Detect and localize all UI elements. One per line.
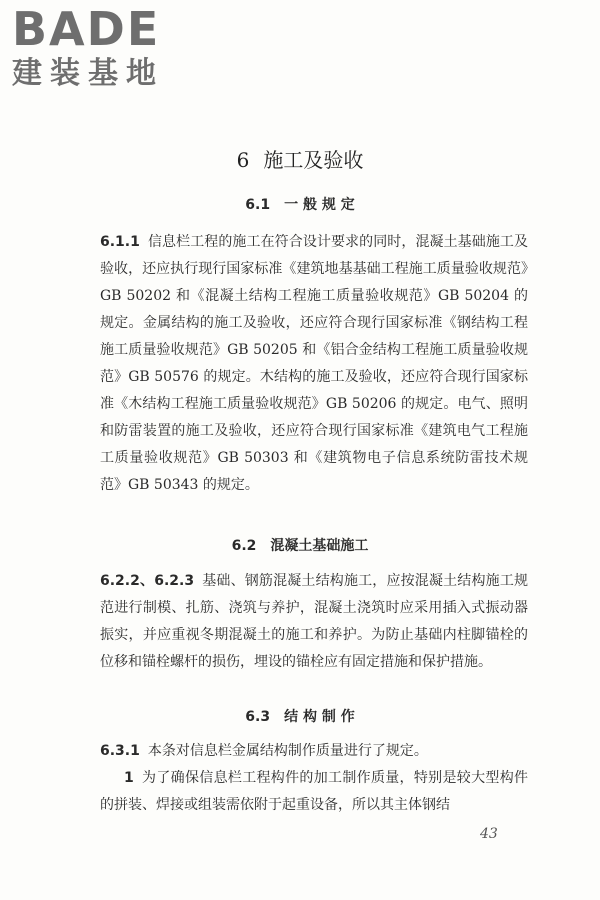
paragraph-number: 6.1.1 — [100, 234, 140, 250]
section-heading-6-2 — [0, 535, 600, 555]
paragraph-6-2-2 — [100, 568, 528, 676]
paragraph-6-3-1 — [100, 738, 528, 765]
chapter-heading — [0, 144, 600, 173]
chapter-number: 6 — [236, 148, 250, 172]
section-title: 结 构 制 作 — [284, 709, 355, 725]
section-heading-6-1 — [0, 194, 600, 214]
paragraph-text: 基础、钢筋混凝土结构施工，应按混凝土结构施工规范进行制模、扎筋、浇筑与养护，混凝土浇筑时应采用插入式振动器振实，并应重视冬期混凝土的施工和养护。为防止基础内柱脚锚栓的位移和锚栓螺杆的损伤，埋设的锚栓应有固定措施和保护措施。 — [100, 573, 528, 670]
paragraph-number: 6.2.2、6.2.3 — [100, 573, 195, 589]
list-item-1 — [100, 765, 528, 819]
section-title: 混凝土基础施工 — [270, 538, 369, 554]
paragraph-number: 6.3.1 — [100, 743, 140, 759]
section-number: 6.1 — [245, 197, 271, 213]
paragraph-text: 信息栏工程的施工在符合设计要求的同时，混凝土基础施工及验收，还应执行现行国家标准《建筑地基基础工程施工质量验收规范》GB 50202 和《混凝土结构工程施工质量验收规范》GB 50204 的规定。金属结构的施工及验收，还应符合现行国家标准《钢结构工程施工质量验收规范》GB 50205 和《铝合金结构工程施工质量验收规范》GB 50576 的规定。木结构的施工及验收，还应符合现行国家标准《木结构工程施工质量验收规范》GB 50206 的规定。电气、照明和防雷装置的施工及验收，还应符合现行国家标准《建筑电气工程施工质量验收规范》GB 50303 和《建筑物电子信息系统防雷技术规范》GB 50343 的规定。 — [100, 234, 528, 493]
paragraph-text: 本条对信息栏金属结构制作质量进行了规定。 — [147, 743, 428, 759]
paragraph-6-1-1 — [100, 229, 528, 499]
logo — [12, 4, 182, 92]
logo-text-zh: 建装基地 — [12, 56, 164, 91]
page-number: 43 — [480, 826, 498, 842]
item-number: 1 — [124, 770, 134, 786]
section-title: 一 般 规 定 — [284, 197, 355, 213]
logo-text-en: BADE — [12, 2, 161, 56]
chapter-title: 施工及验收 — [263, 148, 364, 172]
section-number: 6.2 — [231, 538, 257, 554]
section-number: 6.3 — [245, 709, 271, 725]
item-text: 为了确保信息栏工程构件的加工制作质量，特别是较大型构件的拼装、焊接或组装需依附于起重设备，所以其主体钢结 — [100, 770, 528, 813]
section-heading-6-3 — [0, 706, 600, 726]
